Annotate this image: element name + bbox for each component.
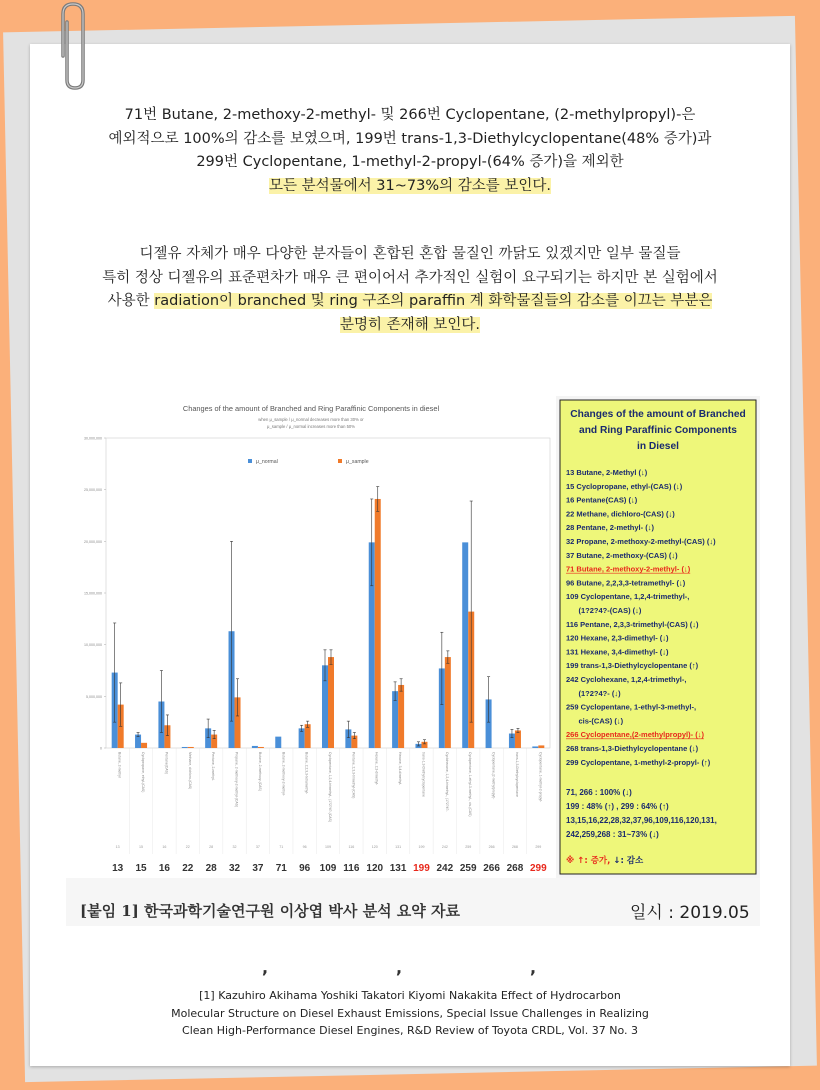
compound-tick-label: Pentane(CAS): [164, 752, 169, 774]
bar: [141, 743, 147, 748]
sidebar-compound-item: 96 Butane, 2,2,3,3-tetramethyl- (↓): [566, 578, 686, 588]
legend-swatch: [248, 459, 252, 463]
category-small-label: 266: [488, 845, 495, 849]
category-small-label: 259: [465, 845, 472, 849]
category-small-label: 242: [441, 845, 448, 849]
compound-tick-label: Butane, 2-methoxy-2-methyl-: [281, 752, 286, 796]
compound-tick-label: Cyclohexane, 1,2,4-trimethyl-, (1?2?4?-: [444, 752, 449, 812]
category-label: 28: [205, 863, 217, 874]
y-tick-label: 5,000,000: [86, 694, 102, 699]
summary-line-3: 299번 Cyclopentane, 1-methyl-2-propyl-(64% 증가)을 제외한: [196, 154, 624, 170]
compound-tick-label: Hexane, 2,3-dimethyl-: [374, 752, 379, 786]
sidebar-compound-item: 259 Cyclopentane, 1-ethyl-3-methyl-,: [566, 702, 697, 712]
category-small-label: 268: [511, 845, 518, 849]
bar: [328, 657, 334, 748]
bar: [188, 747, 194, 748]
compound-tick-label: Cyclopropane, ethyl-(CAS): [141, 752, 146, 793]
sidebar-summary-1: 71, 266 : 100% (↓): [566, 788, 632, 797]
compound-tick-label: Butane, 2,2,3,3-tetramethyl-: [304, 752, 309, 795]
category-small-label: 96: [302, 845, 307, 849]
compound-tick-label: Cyclopentane, 1-ethyl-3-methyl-, cis-(CAS): [468, 752, 473, 817]
discussion-paragraph: [30, 243, 790, 337]
category-label: 37: [252, 863, 264, 874]
compound-tick-label: Methane, dichloro-(CAS): [187, 752, 192, 790]
category-small-label: 199: [418, 845, 425, 849]
sidebar-compound-item: 116 Pentane, 2,3,3-trimethyl-(CAS) (↓): [566, 619, 699, 629]
sidebar-summary-3: 13,15,16,22,28,32,37,96,109,116,120,131,: [566, 816, 717, 825]
chart-subtitle-2: μ_sample / μ_normal increases more than 50%: [267, 424, 355, 429]
category-label: 22: [182, 863, 194, 874]
comma-2: ,: [396, 958, 403, 977]
sidebar-compound-item: (1?2?4?-(CAS) (↓): [566, 606, 642, 615]
paperclip-icon: [55, 0, 95, 92]
compound-tick-label: Propane, 2-methoxy-2-methyl-(CAS): [234, 752, 239, 808]
legend-swatch: [338, 459, 342, 463]
bar: [252, 746, 258, 748]
figure-caption: [붙임 1] 한국과학기술연구원 이상엽 박사 분석 요약 자료: [80, 902, 460, 920]
category-label: 268: [506, 863, 524, 874]
category-label: 199: [413, 863, 430, 874]
discussion-line-4-highlight: 분명히 존재해 보인다.: [340, 316, 480, 333]
reference-line-1: [1] Kazuhiro Akihama Yoshiki Takatori Kiyomi Nakakita Effect of Hydrocarbon: [199, 989, 621, 1002]
summary-paragraph: [30, 104, 790, 198]
bar: [515, 730, 521, 748]
sidebar-title-2: and Ring Paraffinic Components: [579, 425, 737, 436]
summary-line-4-highlight: 모든 분석물에서 31~73%의 감소를 보인다.: [269, 177, 551, 194]
sidebar-compound-item: 71 Butane, 2-methoxy-2-methyl- (↓): [566, 564, 691, 574]
compound-tick-label: Cyclopentane,(2-methylpropyl)-: [491, 752, 496, 800]
category-small-label: 131: [395, 845, 402, 849]
reference: [130, 987, 690, 1040]
bar: [532, 746, 538, 748]
chart-panel: [66, 396, 556, 878]
category-label: 242: [436, 863, 454, 874]
compound-tick-label: Pentane, 2,3,3-trimethyl-(CAS): [351, 752, 356, 799]
bar: [462, 542, 468, 748]
category-label: 71: [275, 863, 287, 874]
sidebar-compound-item: 13 Butane, 2-Methyl (↓): [566, 468, 648, 477]
sidebar-legend: [566, 855, 644, 866]
reference-line-3: Clean High-Performance Diesel Engines, R&D Review of Toyota CRDL, Vol. 37 No. 3: [182, 1024, 638, 1037]
sidebar-compound-item: 268 trans-1,3-Diethylcyclopentane (↓): [566, 744, 699, 753]
category-small-label: 116: [348, 845, 355, 849]
bar: [445, 657, 451, 748]
legend-label: μ_sample: [346, 459, 369, 465]
bar: [258, 747, 264, 748]
compound-tick-label: Hexane, 3,4-dimethyl-: [398, 752, 403, 786]
category-small-label: 13: [115, 845, 120, 849]
sidebar-title-1: Changes of the amount of Branched: [570, 409, 746, 420]
category-label: 16: [158, 863, 170, 874]
sidebar-compound-item: cis-(CAS) (↓): [566, 716, 624, 726]
summary-line-2: 예외적으로 100%의 감소를 보였으며, 199번 trans-1,3-Diethylcyclopentane(48% 증가)과: [108, 130, 712, 147]
y-tick-label: 10,000,000: [84, 643, 102, 648]
y-tick-label: 30,000,000: [84, 436, 102, 441]
sidebar-compound-item: 109 Cyclopentane, 1,2,4-trimethyl-,: [566, 592, 690, 602]
y-tick-label: 15,000,000: [84, 591, 102, 596]
sidebar-compound-item: 199 trans-1,3-Diethylcyclopentane (↑): [566, 661, 699, 671]
category-label: 131: [389, 863, 407, 874]
category-small-label: 299: [535, 845, 542, 849]
category-small-label: 16: [162, 845, 167, 849]
y-tick-label: 25,000,000: [84, 488, 102, 493]
category-small-label: 15: [139, 845, 144, 849]
sidebar-legend-increase: ※ ↑: 증가,: [566, 856, 611, 866]
sidebar-summary-2: 199 : 48% (↑) , 299 : 64% (↑): [566, 802, 669, 811]
discussion-line-2: 특히 정상 디젤유의 표준편차가 매우 큰 편이어서 추가적인 실험이 요구되기는 하지만 본 실험에서: [102, 269, 718, 286]
compound-tick-label: Pentane, 2-methyl-: [211, 752, 216, 781]
category-small-label: 109: [325, 845, 331, 849]
sidebar-compound-item: 15 Cyclopropane, ethyl-(CAS) (↓): [566, 481, 683, 491]
compound-tick-label: Cyclopentane, 1-methyl-2-propyl-: [538, 752, 543, 803]
category-label: 13: [112, 863, 124, 874]
reference-line-2: Molecular Structure on Diesel Exhaust Emissions, Special Issue Challenges in Realizing: [171, 1006, 649, 1020]
chart-subtitle-1: when μ_sample / μ_normal decreases more than 30% or: [258, 417, 364, 422]
discussion-line-3-highlight: radiation이 branched 및 ring 구조의 paraffin 계 화학물질들의 감소를 이끄는 부분은: [154, 293, 713, 309]
sidebar-summary-4: 242,259,268 : 31~73% (↓): [566, 830, 659, 839]
sidebar-compound-item: 299 Cyclopentane, 1-methyl-2-propyl- (↑): [566, 757, 711, 767]
comma-3: ,: [530, 958, 537, 977]
sidebar-compound-item: (1?2?4?- (↓): [566, 688, 621, 698]
category-label: 96: [299, 863, 311, 874]
comma-1: ,: [262, 958, 269, 977]
chart-title: Changes of the amount of Branched and Ring Paraffinic Components in diesel: [182, 404, 440, 413]
category-small-label: 22: [185, 845, 190, 849]
sidebar-compound-item: 32 Propane, 2-methoxy-2-methyl-(CAS) (↓): [566, 537, 716, 546]
figure-svg: [66, 396, 760, 926]
analysis-figure: [66, 396, 760, 926]
sidebar-compound-item: 120 Hexane, 2,3-dimethyl- (↓): [566, 633, 669, 643]
sidebar-legend-decrease: ↓: 감소: [610, 856, 644, 866]
category-label: 109: [319, 863, 337, 874]
sidebar-title-3: in Diesel: [637, 441, 679, 452]
category-label: 266: [483, 863, 500, 874]
category-small-label: 28: [209, 845, 214, 849]
sidebar-compound-item: 37 Butane, 2-methoxy-(CAS) (↓): [566, 550, 678, 560]
compound-tick-label: Butane, 2-methoxy-(CAS): [257, 752, 262, 791]
sidebar-compound-item: 266 Cyclopentane,(2-methylpropyl)- (↓): [566, 730, 704, 740]
sidebar-compound-item: 242 Cyclohexane, 1,2,4-trimethyl-,: [566, 675, 687, 684]
bar: [275, 737, 281, 748]
sidebar-compound-item: 22 Methane, dichloro-(CAS) (↓): [566, 509, 675, 519]
category-small-label: 120: [371, 845, 378, 849]
category-label: 299: [529, 863, 547, 874]
y-tick-label: 0: [100, 746, 102, 751]
discussion-line-3-plain: 사용한: [107, 293, 155, 309]
bar: [375, 499, 381, 748]
category-label: 259: [459, 863, 477, 874]
y-tick-label: 20,000,000: [84, 539, 102, 544]
compound-tick-label: trans-1,3-Diethylcyclopentane: [421, 752, 426, 797]
discussion-line-1: 디젤유 자체가 매우 다양한 분자들이 혼합된 혼합 물질인 까닭도 있겠지만 일부 물질들: [139, 246, 681, 262]
comma-row: [0, 958, 820, 978]
sidebar-compound-item: 28 Pentane, 2-methyl- (↓): [566, 523, 654, 533]
category-label: 15: [135, 863, 147, 874]
category-small-label: 37: [255, 845, 260, 849]
bar: [538, 745, 544, 748]
bar: [398, 685, 404, 748]
bar: [182, 747, 188, 748]
compound-tick-label: Cyclopentane, 1,2,4-trimethyl-, (1?2?4?-(CAS): [328, 752, 332, 822]
summary-line-1: 71번 Butane, 2-methoxy-2-methyl- 및 266번 Cyclopentane, (2-methylpropyl)-은: [124, 107, 696, 123]
sidebar-compound-item: 16 Pentane(CAS) (↓): [566, 495, 638, 505]
category-label: 116: [343, 863, 360, 874]
bar: [305, 724, 311, 748]
sidebar-compound-item: 131 Hexane, 3,4-dimethyl- (↓): [566, 647, 669, 657]
legend-label: μ_normal: [256, 459, 278, 465]
compound-tick-label: Butane, 2-methyl: [117, 752, 122, 778]
compound-tick-label: trans-1,3-Diethylcyclopentane: [514, 752, 519, 797]
category-label: 120: [366, 863, 384, 874]
category-label: 32: [228, 863, 241, 874]
analysis-date: 일시 : 2019.05: [630, 903, 750, 923]
category-small-label: 32: [232, 845, 237, 849]
category-small-label: 71: [279, 845, 284, 849]
